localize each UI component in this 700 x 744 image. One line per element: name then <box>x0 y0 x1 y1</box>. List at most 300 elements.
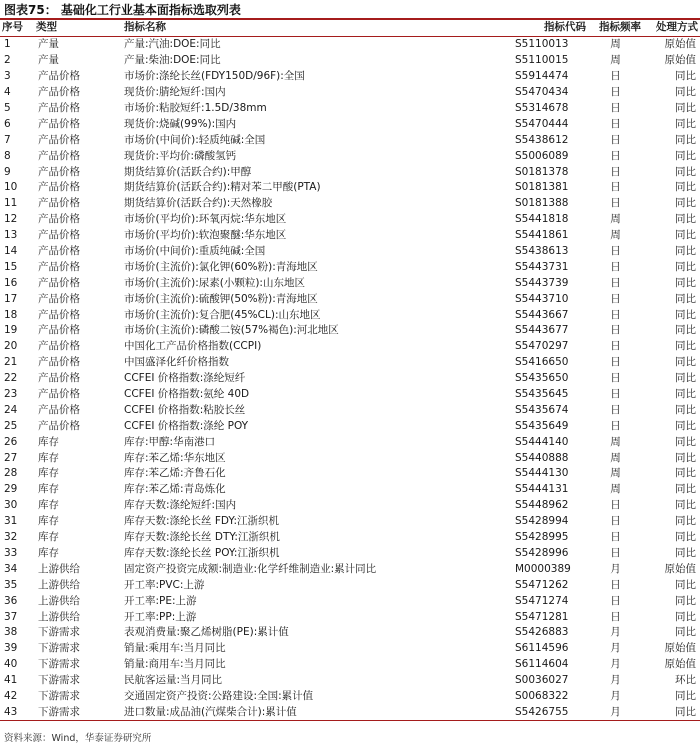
cell-seq: 16 <box>4 276 18 289</box>
table-row <box>0 101 700 117</box>
cell-type: 下游需求 <box>38 626 80 639</box>
cell-indicator-code: S5914474 <box>515 70 569 83</box>
cell-type: 产品价格 <box>38 403 80 416</box>
cell-indicator-code: S5471262 <box>515 578 569 591</box>
cell-indicator-name: 现货价:平均价:磷酸氢钙 <box>124 149 237 162</box>
cell-indicator-code: S0181381 <box>515 181 569 194</box>
cell-indicator-code: S5435674 <box>515 403 569 416</box>
cell-processing: 同比 <box>675 610 696 623</box>
cell-indicator-code: S5428995 <box>515 531 569 544</box>
cell-processing: 同比 <box>675 356 696 369</box>
cell-frequency: 日 <box>610 165 621 178</box>
cell-processing: 原始值 <box>664 658 696 671</box>
cell-seq: 21 <box>4 356 18 369</box>
header-seq: 序号 <box>0 19 34 37</box>
cell-processing: 同比 <box>675 165 696 178</box>
cell-indicator-name: CCFEI 价格指数:涤纶短纤 <box>124 372 246 385</box>
cell-indicator-code: S5471281 <box>515 610 569 623</box>
cell-processing: 同比 <box>675 260 696 273</box>
cell-frequency: 日 <box>610 181 621 194</box>
table-row <box>0 546 700 562</box>
cell-indicator-code: S5443710 <box>515 292 569 305</box>
cell-indicator-name: 市场价(主流价):硫酸钾(50%粉):青海地区 <box>124 292 318 305</box>
cell-processing: 同比 <box>643 704 700 720</box>
cell-seq: 31 <box>4 515 18 528</box>
cell-seq: 39 <box>4 642 18 655</box>
cell-processing: 同比 <box>675 197 696 210</box>
cell-indicator-name: 交通固定资产投资:公路建设:全国:累计值 <box>124 689 314 702</box>
cell-indicator-code: S5440888 <box>515 451 569 464</box>
cell-type: 产品价格 <box>38 308 80 321</box>
cell-seq: 6 <box>4 117 11 130</box>
cell-frequency: 日 <box>610 546 621 559</box>
cell-indicator-name: 市场价(平均价):软泡聚醚:华东地区 <box>124 229 287 242</box>
cell-seq: 19 <box>4 324 18 337</box>
table-row <box>0 466 700 482</box>
cell-type: 产品价格 <box>38 388 80 401</box>
cell-type: 库存 <box>38 531 59 544</box>
cell-frequency: 月 <box>610 642 621 655</box>
cell-indicator-code: S5435649 <box>515 419 569 432</box>
cell-frequency: 日 <box>610 197 621 210</box>
table-row <box>0 371 700 387</box>
cell-processing: 同比 <box>675 451 696 464</box>
table-row <box>0 53 700 69</box>
table-row <box>0 673 700 689</box>
cell-indicator-code: S5314678 <box>515 102 569 114</box>
cell-indicator-name: 现货价:腈纶短纤:国内 <box>124 86 226 99</box>
cell-processing: 同比 <box>675 213 696 226</box>
cell-processing: 同比 <box>675 578 696 591</box>
cell-processing: 同比 <box>675 340 696 353</box>
cell-indicator-name: CCFEI 价格指数:涤纶 POY <box>124 419 249 432</box>
cell-indicator-code: S5470297 <box>515 340 569 353</box>
cell-processing: 同比 <box>675 149 696 162</box>
table-row <box>0 657 700 673</box>
cell-type: 下游需求 <box>38 658 80 671</box>
header-indicator-name: 指标名称 <box>122 19 515 37</box>
cell-indicator-code: S5441861 <box>515 229 569 242</box>
cell-frequency: 日 <box>610 149 621 162</box>
cell-type: 库存 <box>38 515 59 528</box>
table-row <box>0 355 700 371</box>
table-row <box>0 180 700 196</box>
cell-indicator-code: S5428996 <box>515 546 569 559</box>
cell-seq: 29 <box>4 483 18 496</box>
cell-frequency: 日 <box>610 419 621 432</box>
cell-processing: 同比 <box>675 276 696 289</box>
table-row <box>0 482 700 498</box>
cell-frequency: 日 <box>610 86 621 99</box>
cell-type: 产品价格 <box>38 324 80 337</box>
cell-indicator-name: 市场价(主流价):氯化钾(60%粉):青海地区 <box>124 260 318 273</box>
title-bar <box>0 0 700 20</box>
cell-indicator-code: S6114596 <box>515 642 569 655</box>
cell-indicator-name: 库存天数:涤纶长丝 FDY:江浙织机 <box>124 515 279 528</box>
cell-indicator-code: S0068322 <box>515 689 569 702</box>
cell-processing: 同比 <box>675 467 696 480</box>
cell-indicator-name: CCFEI 价格指数:氨纶 40D <box>124 388 250 401</box>
cell-frequency: 月 <box>610 658 621 671</box>
cell-type: 产品价格 <box>38 117 80 130</box>
table-row <box>0 593 700 609</box>
cell-indicator-name: 开工率:PE:上游 <box>124 594 197 607</box>
cell-indicator-name: 市场价(平均价):环氧丙烷:华东地区 <box>124 213 287 226</box>
cell-processing: 同比 <box>675 372 696 385</box>
cell-type: 库存 <box>38 483 59 496</box>
cell-processing: 同比 <box>675 403 696 416</box>
table-row <box>0 85 700 101</box>
cell-type: 产品价格 <box>38 419 80 432</box>
cell-indicator-name: 表观消费量:聚乙烯树脂(PE):累计值 <box>124 626 289 639</box>
cell-seq: 30 <box>4 499 18 512</box>
cell-indicator-name: 市场价(中间价):重质纯碱:全国 <box>124 245 266 258</box>
cell-type: 产品价格 <box>38 181 80 194</box>
cell-indicator-code: S6114604 <box>515 658 569 671</box>
cell-type: 产品价格 <box>38 292 80 305</box>
cell-type: 下游需求 <box>38 674 80 687</box>
cell-indicator-code: S5435645 <box>515 388 569 401</box>
table-row <box>0 148 700 164</box>
cell-indicator-name: 中国化工产品价格指数(CCPI) <box>124 340 262 353</box>
cell-processing: 原始值 <box>664 38 696 51</box>
table-row <box>0 689 700 705</box>
cell-seq: 8 <box>4 149 11 162</box>
cell-indicator-code: S5444140 <box>515 435 569 448</box>
cell-frequency: 月 <box>610 689 621 702</box>
cell-processing: 同比 <box>675 245 696 258</box>
table-row <box>0 116 700 132</box>
cell-indicator-name: 库存天数:涤纶长丝 DTY:江浙织机 <box>124 531 280 544</box>
cell-indicator-code: S5438612 <box>515 133 569 146</box>
cell-seq: 28 <box>4 467 18 480</box>
cell-indicator-name: 期货结算价(活跃合约):天然橡胶 <box>124 197 273 210</box>
cell-frequency: 周 <box>610 213 621 226</box>
cell-indicator-code: S5416650 <box>515 356 569 369</box>
table-body <box>0 37 700 721</box>
cell-type: 产品价格 <box>38 165 80 178</box>
table-row <box>0 498 700 514</box>
cell-type: 上游供给 <box>38 594 80 607</box>
cell-indicator-code: S5435650 <box>515 372 569 385</box>
cell-indicator-name: CCFEI 价格指数:粘胶长丝 <box>124 403 246 416</box>
table-row <box>0 561 700 577</box>
cell-indicator-code: S5441818 <box>515 213 569 226</box>
cell-seq: 32 <box>4 531 18 544</box>
cell-type: 下游需求 <box>38 689 80 702</box>
table-row <box>0 259 700 275</box>
cell-processing: 同比 <box>675 324 696 337</box>
cell-frequency: 月 <box>610 626 621 639</box>
table-row <box>0 418 700 434</box>
table-row <box>0 228 700 244</box>
cell-processing: 同比 <box>675 626 696 639</box>
cell-indicator-name: 库存:苯乙烯:华东地区 <box>124 451 226 464</box>
cell-indicator-name: 销量:乘用车:当月同比 <box>124 642 226 655</box>
table-row <box>0 275 700 291</box>
cell-type: 产品价格 <box>38 197 80 210</box>
cell-indicator-code: S5470444 <box>515 117 569 130</box>
cell-indicator-name: 库存天数:涤纶长丝 POY:江浙织机 <box>124 546 280 559</box>
cell-type: 产品价格 <box>38 372 80 385</box>
cell-indicator-code: M0000389 <box>515 562 571 575</box>
cell-indicator-name: 产量:汽油:DOE:同比 <box>124 38 221 51</box>
cell-frequency: 日 <box>610 70 621 83</box>
cell-frequency: 日 <box>610 324 621 337</box>
cell-type: 产品价格 <box>38 356 80 369</box>
cell-frequency: 日 <box>610 403 621 416</box>
cell-indicator-code: S5428994 <box>515 515 569 528</box>
cell-processing: 同比 <box>675 102 696 114</box>
cell-frequency: 周 <box>610 38 621 51</box>
cell-seq: 12 <box>4 213 18 226</box>
cell-processing: 同比 <box>675 689 696 702</box>
cell-seq: 10 <box>4 181 18 194</box>
table-row <box>0 339 700 355</box>
cell-frequency: 月 <box>588 704 643 720</box>
cell-frequency: 日 <box>610 578 621 591</box>
cell-processing: 同比 <box>675 292 696 305</box>
cell-frequency: 日 <box>610 499 621 512</box>
cell-type: 上游供给 <box>38 578 80 591</box>
table-row <box>0 244 700 260</box>
table-row <box>0 69 700 85</box>
cell-seq: 24 <box>4 403 18 416</box>
cell-type: 产品价格 <box>38 260 80 273</box>
cell-frequency: 日 <box>610 133 621 146</box>
table-header-row <box>0 19 700 37</box>
cell-processing: 同比 <box>675 388 696 401</box>
cell-indicator-code: S5426883 <box>515 626 569 639</box>
cell-type: 产品价格 <box>38 70 80 83</box>
cell-indicator-code: S5470434 <box>515 86 569 99</box>
cell-indicator-name: 市场价(中间价):轻质纯碱:全国 <box>124 133 266 146</box>
cell-processing: 同比 <box>675 546 696 559</box>
cell-type: 产品价格 <box>38 340 80 353</box>
cell-seq: 5 <box>4 102 11 114</box>
cell-frequency: 日 <box>610 372 621 385</box>
cell-seq: 27 <box>4 451 18 464</box>
cell-seq: 35 <box>4 578 18 591</box>
cell-seq: 17 <box>4 292 18 305</box>
cell-type: 产品价格 <box>38 133 80 146</box>
cell-indicator-name: 现货价:烧碱(99%):国内 <box>124 117 237 130</box>
cell-indicator-code: S5444130 <box>515 467 569 480</box>
cell-seq: 41 <box>4 674 18 687</box>
cell-type: 库存 <box>38 451 59 464</box>
cell-indicator-name: 库存:甲醇:华南港口 <box>124 435 216 448</box>
table-row <box>0 307 700 323</box>
cell-indicator-name: 进口数量:成品油(汽煤柴合计):累计值 <box>122 704 515 720</box>
cell-type: 库存 <box>38 546 59 559</box>
cell-indicator-name: 市场价(主流价):复合肥(45%CL):山东地区 <box>124 308 321 321</box>
cell-processing: 同比 <box>675 594 696 607</box>
cell-indicator-name: 市场价(主流价):尿素(小颗粒):山东地区 <box>124 276 305 289</box>
cell-type: 库存 <box>38 435 59 448</box>
cell-seq: 11 <box>4 197 18 210</box>
cell-indicator-code: S5443667 <box>515 308 569 321</box>
cell-processing: 同比 <box>675 483 696 496</box>
cell-processing: 同比 <box>675 531 696 544</box>
table-row <box>0 434 700 450</box>
table-row <box>0 704 700 720</box>
cell-processing: 同比 <box>675 308 696 321</box>
cell-indicator-name: 开工率:PP:上游 <box>124 610 197 623</box>
indicator-table <box>0 19 700 721</box>
cell-indicator-name: 民航客运量:当月同比 <box>124 674 223 687</box>
cell-processing: 同比 <box>675 435 696 448</box>
cell-type: 上游供给 <box>38 562 80 575</box>
table-row <box>0 132 700 148</box>
table-row <box>0 577 700 593</box>
cell-indicator-name: 库存:苯乙烯:青岛炼化 <box>124 483 226 496</box>
cell-frequency: 日 <box>610 356 621 369</box>
table-row <box>0 450 700 466</box>
cell-seq: 7 <box>4 133 11 146</box>
cell-frequency: 日 <box>610 245 621 258</box>
table-row <box>0 291 700 307</box>
cell-seq: 1 <box>4 38 11 51</box>
source-note: 资料来源：Wind，华泰证券研究所 <box>4 733 152 744</box>
cell-processing: 同比 <box>675 86 696 99</box>
cell-type: 产品价格 <box>38 213 80 226</box>
cell-frequency: 日 <box>610 276 621 289</box>
cell-frequency: 周 <box>610 467 621 480</box>
cell-indicator-code: S5110013 <box>515 38 569 51</box>
cell-processing: 原始值 <box>664 642 696 655</box>
cell-seq: 42 <box>4 689 18 702</box>
cell-seq: 2 <box>4 54 11 67</box>
table-row <box>0 212 700 228</box>
cell-frequency: 日 <box>610 308 621 321</box>
cell-processing: 同比 <box>675 499 696 512</box>
cell-type: 产品价格 <box>38 245 80 258</box>
cell-frequency: 日 <box>610 292 621 305</box>
cell-indicator-name: 库存:苯乙烯:齐鲁石化 <box>124 467 226 480</box>
cell-seq: 9 <box>4 165 11 178</box>
cell-processing: 原始值 <box>664 562 696 575</box>
cell-frequency: 月 <box>610 674 621 687</box>
cell-indicator-name: 开工率:PVC:上游 <box>124 578 205 591</box>
cell-processing: 同比 <box>675 117 696 130</box>
cell-type: 库存 <box>38 499 59 512</box>
cell-seq: 20 <box>4 340 18 353</box>
cell-indicator-name: 市场价:涤纶长丝(FDY150D/96F):全国 <box>124 70 305 83</box>
cell-seq: 38 <box>4 626 18 639</box>
cell-type: 产品价格 <box>38 149 80 162</box>
cell-indicator-code: S0181388 <box>515 197 569 210</box>
table-row <box>0 625 700 641</box>
table-row <box>0 530 700 546</box>
table-row <box>0 609 700 625</box>
cell-frequency: 日 <box>610 117 621 130</box>
cell-seq: 23 <box>4 388 18 401</box>
cell-indicator-code: S5448962 <box>515 499 569 512</box>
cell-frequency: 周 <box>610 229 621 242</box>
cell-frequency: 日 <box>610 340 621 353</box>
cell-frequency: 日 <box>610 260 621 273</box>
cell-frequency: 月 <box>610 562 621 575</box>
cell-frequency: 周 <box>610 435 621 448</box>
cell-type: 上游供给 <box>38 610 80 623</box>
cell-frequency: 日 <box>610 531 621 544</box>
cell-indicator-name: 中国盛泽化纤价格指数 <box>124 356 229 369</box>
header-indicator-code: 指标代码 <box>515 19 588 37</box>
figure-title: 图表75： 基础化工行业基本面指标选取列表 <box>4 3 241 17</box>
cell-processing: 原始值 <box>664 54 696 67</box>
cell-seq: 34 <box>4 562 18 575</box>
cell-indicator-code: S0036027 <box>515 674 569 687</box>
cell-type: 下游需求 <box>34 704 122 720</box>
cell-frequency: 日 <box>610 515 621 528</box>
cell-frequency: 周 <box>610 483 621 496</box>
table-row <box>0 387 700 403</box>
cell-indicator-name: 期货结算价(活跃合约):精对苯二甲酸(PTA) <box>124 181 321 194</box>
cell-indicator-code: S0181378 <box>515 165 569 178</box>
cell-seq: 14 <box>4 245 18 258</box>
cell-indicator-code: S5110015 <box>515 54 569 67</box>
cell-frequency: 周 <box>610 451 621 464</box>
cell-processing: 同比 <box>675 515 696 528</box>
cell-frequency: 日 <box>610 102 621 114</box>
cell-seq: 25 <box>4 419 18 432</box>
cell-seq: 4 <box>4 86 11 99</box>
table-row <box>0 37 700 53</box>
cell-indicator-name: 销量:商用车:当月同比 <box>124 658 226 671</box>
cell-type: 产品价格 <box>38 102 80 114</box>
table-row <box>0 164 700 180</box>
cell-indicator-code: S5444131 <box>515 483 569 496</box>
cell-indicator-name: 库存天数:涤纶短纤:国内 <box>124 499 237 512</box>
cell-frequency: 日 <box>610 610 621 623</box>
table-row <box>0 641 700 657</box>
cell-seq: 36 <box>4 594 18 607</box>
cell-type: 产品价格 <box>38 276 80 289</box>
cell-frequency: 日 <box>610 388 621 401</box>
table-row <box>0 402 700 418</box>
cell-seq: 26 <box>4 435 18 448</box>
cell-indicator-code: S5443731 <box>515 260 569 273</box>
cell-indicator-name: 期货结算价(活跃合约):甲醇 <box>124 165 252 178</box>
cell-frequency: 日 <box>610 594 621 607</box>
cell-seq: 13 <box>4 229 18 242</box>
cell-processing: 同比 <box>675 70 696 83</box>
cell-seq: 22 <box>4 372 18 385</box>
cell-processing: 同比 <box>675 229 696 242</box>
cell-indicator-name: 产量:柴油:DOE:同比 <box>124 54 221 67</box>
cell-processing: 同比 <box>675 181 696 194</box>
cell-frequency: 周 <box>610 54 621 67</box>
cell-indicator-code: S5443677 <box>515 324 569 337</box>
cell-indicator-code: S5426755 <box>515 704 588 720</box>
cell-seq: 40 <box>4 658 18 671</box>
cell-processing: 同比 <box>675 133 696 146</box>
cell-type: 产量 <box>38 38 59 51</box>
cell-type: 产品价格 <box>38 229 80 242</box>
cell-indicator-code: S5471274 <box>515 594 569 607</box>
cell-indicator-name: 固定资产投资完成额:制造业:化学纤维制造业:累计同比 <box>124 562 377 575</box>
header-frequency: 指标频率 <box>588 19 643 37</box>
cell-indicator-code: S5438613 <box>515 245 569 258</box>
cell-type: 下游需求 <box>38 642 80 655</box>
cell-seq: 33 <box>4 546 18 559</box>
header-type: 类型 <box>34 19 122 37</box>
table-row <box>0 196 700 212</box>
cell-seq: 43 <box>0 704 34 720</box>
cell-indicator-name: 市场价(主流价):磷酸二铵(57%褐色):河北地区 <box>124 324 339 337</box>
cell-indicator-code: S5443739 <box>515 276 569 289</box>
table-row <box>0 514 700 530</box>
